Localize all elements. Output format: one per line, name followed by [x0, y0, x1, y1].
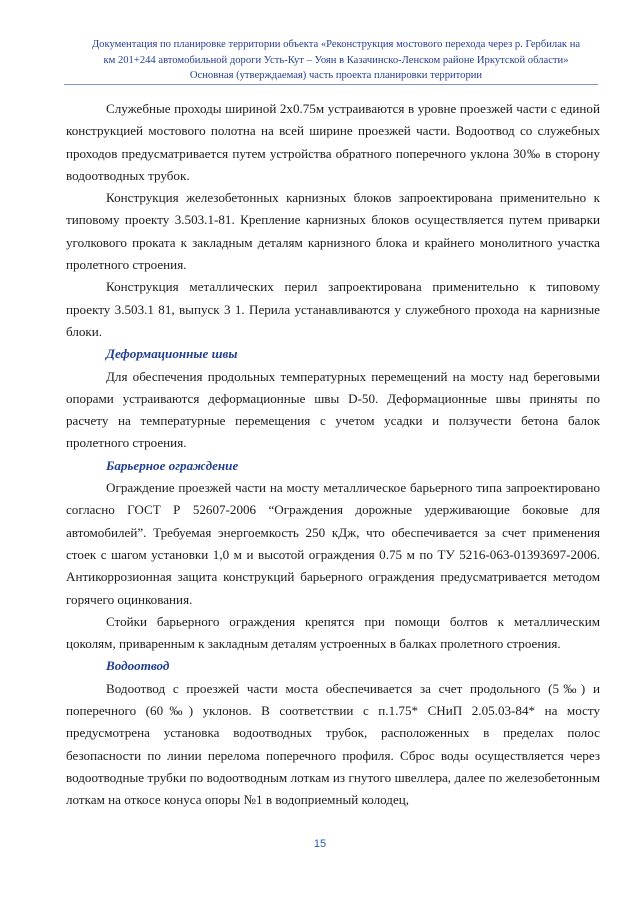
header-line-1: Документация по планировке территории объекта «Реконструкция мостового перехода через р. Гербилак на: [91, 39, 581, 50]
paragraph: Стойки барьерного ограждения крепятся при помощи болтов к металлическим цоколям, приваренным к закладным деталям устроенных в балках пролетного строения.: [66, 613, 600, 652]
document-body: [66, 98, 600, 812]
paragraph: Служебные проходы шириной 2х0.75м устраиваются в уровне проезжей части с единой конструкцией мостового полотна на всей ширине проезжей части. Водоотвод со служебных проходов предусматривается путем устройства обратного поперечного уклона 30‰ в сторону водоотводных трубок.: [66, 101, 600, 183]
paragraph: Конструкция железобетонных карнизных блоков запроектирована применительно к типовому проекту 3.503.1-81. Крепление карнизных блоков осуществляется путем приварки уголкового проката к закладным деталям карнизного блока и крайнего монолитного участка пролетного строения.: [66, 190, 600, 273]
paragraph: Для обеспечения продольных температурных перемещений на мосту над береговыми опорами устраиваются деформационные швы D-50. Деформационные швы приняты по расчету на температурные перемещения с учетом усадки и ползучести бетона балок пролетного строения.: [66, 368, 600, 451]
paragraph: Водоотвод с проезжей части моста обеспечивается за счет продольного (5‰) и поперечного (60‰) уклонов. В соответствии с п.1.75* СНиП 2.05.03-84* на мосту предусмотрена установка водоотводных трубок, расположенных в пределах полос безопасности по линии перелома поперечного профиля. Сброс воды осуществляется через водоотводные трубки по водоотводным лоткам из гнутого швеллера, далее по железобетонным лоткам на откосе конуса опоры №1 в водоприемный колодец,: [66, 680, 600, 808]
section-heading: Деформационные швы: [106, 346, 238, 362]
section-heading: Водоотвод: [106, 658, 170, 674]
page-number: 15: [313, 838, 327, 850]
page-header: [66, 37, 606, 84]
header-line-2: км 201+244 автомобильной дороги Усть-Кут – Уоян в Казачинско-Ленском районе Иркутской области»: [103, 54, 569, 66]
paragraph: Ограждение проезжей части на мосту металлическое барьерного типа запроектировано согласно ГОСТ Р 52607-2006 “Ограждения дорожные удерживающие боковые для автомобилей”. Требуемая энергоемкость 250 кДж, что обеспечивается за счет применения стоек с шагом установки 1,0 м и высотой ограждения 0.75 м по ТУ 5216-063-01393697-2006. Антикоррозионная защита конструкций барьерного ограждения предусматривается методом горячего оцинкования.: [66, 480, 600, 607]
header-divider: [64, 84, 598, 85]
header-line-3: Основная (утверждаемая) часть проекта планировки территории: [189, 70, 483, 81]
paragraph: Конструкция металлических перил запроектирована применительно к типовому проекту 3.503.1 81, выпуск 3 1. Перила устанавливаются у служебного прохода на карнизные блоки.: [66, 279, 600, 339]
section-heading: Барьерное ограждение: [106, 457, 239, 473]
